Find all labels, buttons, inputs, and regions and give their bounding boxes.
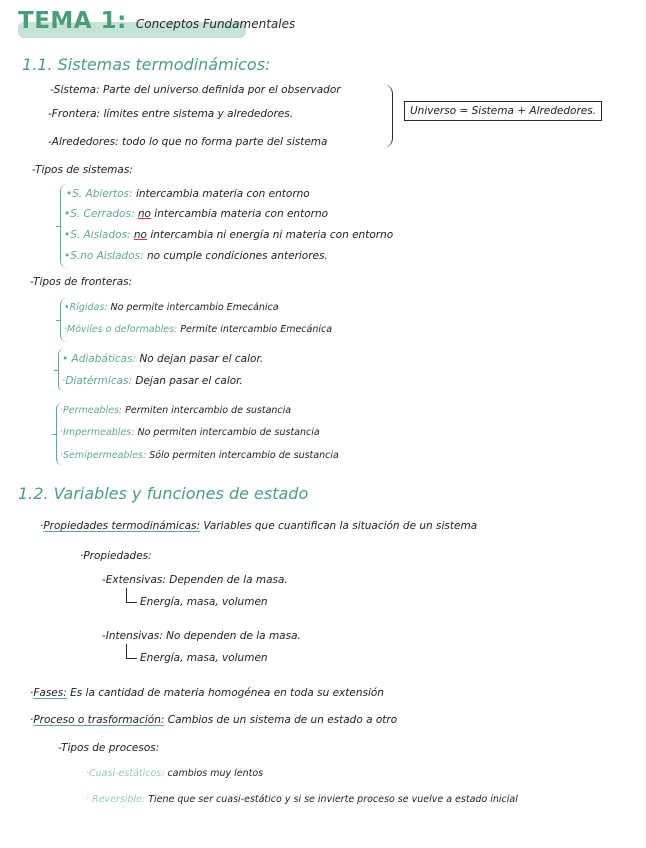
item-term: ·Permeables:: [60, 405, 123, 416]
def-sistema: [50, 84, 341, 96]
proceso-cuasi-estatico: [86, 768, 263, 779]
item-term: ·Móviles o deformables:: [64, 324, 178, 335]
item-term: ·Impermeables:: [60, 427, 135, 438]
frontera-semipermeable: [60, 450, 339, 461]
section-1-1-heading: 1.1. Sistemas termodinámicos:: [22, 55, 271, 74]
intensivas: -Intensivas: No dependen de la masa.: [102, 630, 301, 642]
prop-term: Propiedades termodinámicas:: [43, 520, 201, 532]
arrow-elbow-icon: [126, 588, 137, 603]
page-title: [18, 8, 295, 34]
sistema-aislado: [64, 229, 393, 241]
item-text: Sólo permiten intercambio de sustancia: [149, 450, 339, 461]
item-text: Permiten intercambio de sustancia: [125, 405, 292, 416]
def-term: -Sistema:: [50, 84, 100, 96]
propiedades-termodinamicas: ·Propiedades termodinámicas: Variables que cuantifican la situación de un sistema: [40, 520, 478, 532]
frontera-adiabatica: [62, 353, 263, 365]
item-text: intercambia ni energía ni materia con entorno: [147, 229, 394, 241]
extensivas-examples: Energía, masa, volumen: [140, 596, 268, 608]
item-text: no cumple condiciones anteriores.: [146, 250, 328, 262]
item-term: •S. Abiertos:: [66, 188, 133, 200]
fases: ·Fases: Es la cantidad de materia homogénea en toda su extensión: [30, 687, 384, 699]
def-alrededores: [48, 136, 327, 148]
defs-right-brace: [370, 84, 393, 148]
item-text: cambios muy lentos: [167, 768, 264, 779]
def-text: límites entre sistema y alrededores.: [103, 108, 294, 120]
frontera-rigida: [64, 302, 279, 313]
frontera-permeable: [60, 405, 291, 416]
def-frontera: [48, 108, 293, 120]
item-text: Permite intercambio Emecánica: [180, 324, 333, 335]
fases-text: Es la cantidad de materia homogénea en toda su extensión: [70, 687, 384, 699]
title-main: TEMA 1:: [18, 8, 127, 34]
frontera-impermeable: [60, 427, 320, 438]
intensivas-examples: Energía, masa, volumen: [140, 652, 268, 664]
tipos-procesos-label: -Tipos de procesos:: [58, 742, 160, 754]
title-subtitle: Conceptos Fundamentales: [135, 17, 296, 31]
item-term: ·Diatérmicas:: [62, 375, 133, 387]
item-text: No permite intercambio Emecánica: [110, 302, 279, 313]
def-text: todo lo que no forma parte del sistema: [122, 136, 328, 148]
proceso: ·Proceso o trasformación: Cambios de un sistema de un estado a otro: [30, 714, 398, 726]
universe-box: Universo = Sistema + Alrededores.: [404, 101, 602, 121]
sistema-abierto: [66, 188, 310, 200]
item-text: intercambia materia con entorno: [150, 208, 329, 220]
item-text: intercambia materia con entorno: [135, 188, 310, 200]
item-term: • Adiabáticas:: [62, 353, 137, 365]
extensivas: -Extensivas: Dependen de la masa.: [102, 574, 288, 586]
item-negation: no: [133, 229, 147, 241]
item-negation: no: [137, 208, 151, 220]
item-term: •Rígidas:: [64, 302, 108, 313]
item-text: Dejan pasar el calor.: [135, 375, 243, 387]
frontera-diatermica: [62, 375, 243, 387]
item-term: •S.no Aislados:: [64, 250, 144, 262]
def-term: -Frontera:: [48, 108, 101, 120]
propiedades-label: ·Propiedades:: [80, 550, 152, 562]
item-term: ·Cuasi-estáticos:: [86, 768, 165, 779]
item-term: ·Semipermeables:: [60, 450, 147, 461]
item-text: Tiene que ser cuasi-estático y si se invierte proceso se vuelve a estado inicial: [148, 794, 518, 805]
item-term: •S. Cerrados:: [64, 208, 135, 220]
tipos-fronteras-label: -Tipos de fronteras:: [30, 276, 133, 288]
frontera-movil: [64, 324, 332, 335]
proceso-reversible: [86, 794, 518, 805]
def-term: -Alrededores:: [48, 136, 119, 148]
sistema-no-aislado: [64, 250, 328, 262]
item-text: No permiten intercambio de sustancia: [137, 427, 320, 438]
tipos-sistemas-label: -Tipos de sistemas:: [32, 164, 133, 176]
item-term: •S. Aislados:: [64, 229, 131, 241]
sistema-cerrado: [64, 208, 328, 220]
section-1-2-heading: 1.2. Variables y funciones de estado: [18, 484, 309, 503]
arrow-elbow-icon: [126, 644, 137, 659]
prop-text: Variables que cuantifican la situación de un sistema: [203, 520, 478, 532]
proceso-term: Proceso o trasformación:: [33, 714, 165, 726]
proceso-text: Cambios de un sistema de un estado a otro: [167, 714, 398, 726]
def-text: Parte del universo definida por el observador: [102, 84, 341, 96]
item-term: · Reversible:: [86, 794, 146, 805]
fases-term: Fases:: [33, 687, 67, 699]
item-text: No dejan pasar el calor.: [139, 353, 264, 365]
